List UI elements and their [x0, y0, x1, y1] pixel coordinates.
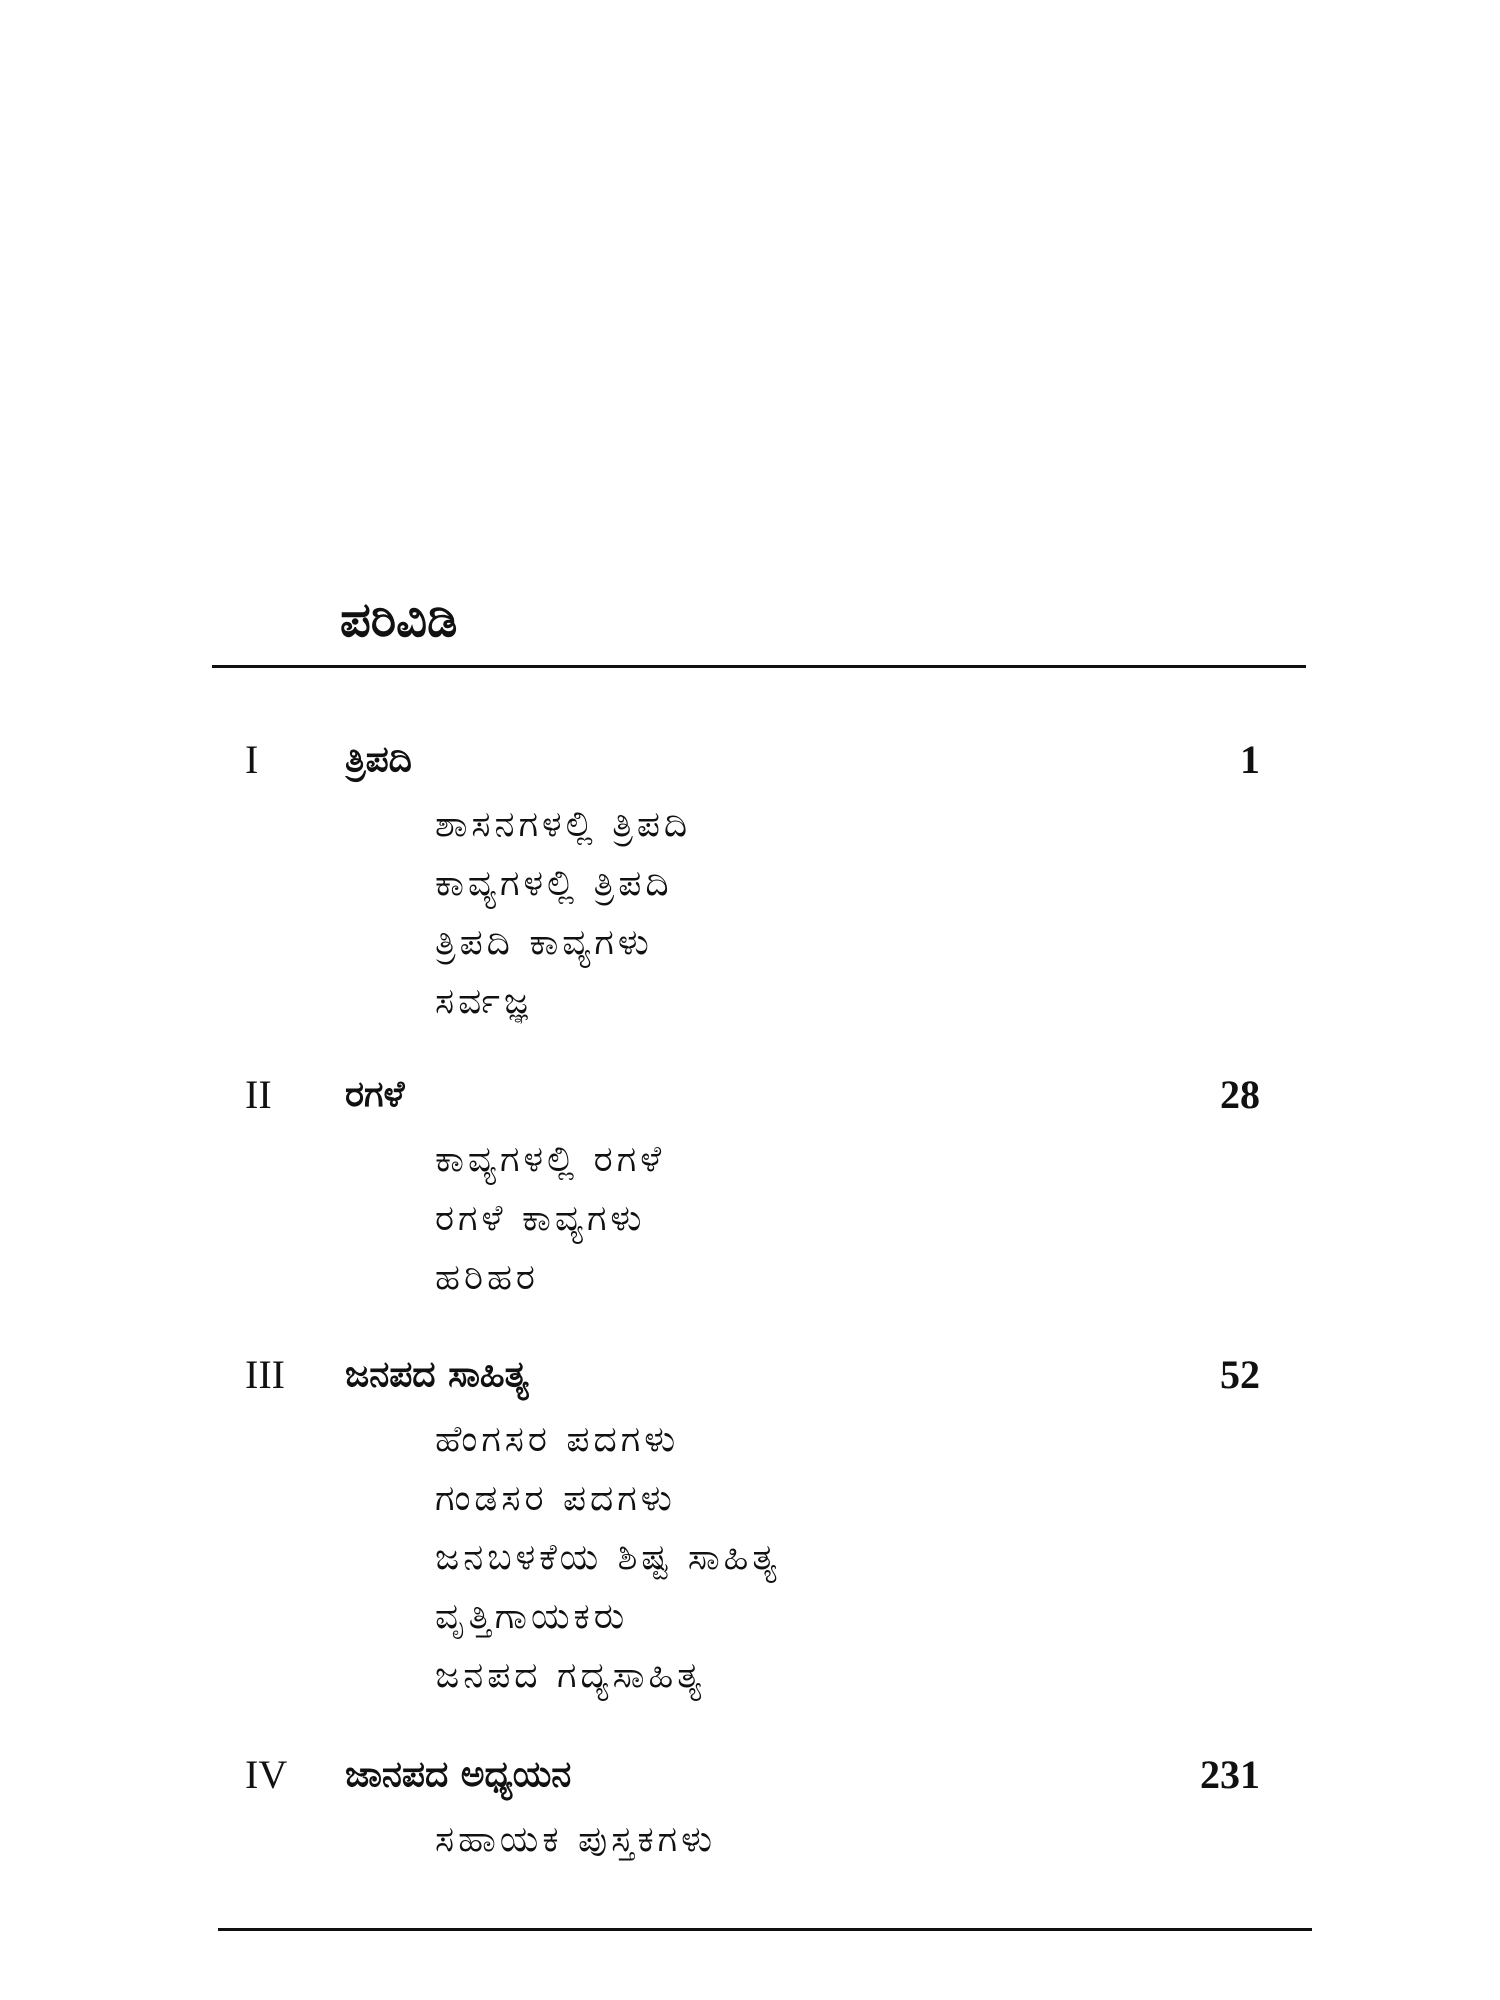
chapter-title: ತ್ರಿಪದಿ — [345, 739, 412, 780]
chapter-numeral: I — [245, 737, 259, 782]
section-list — [0, 795, 1500, 1031]
chapter-numeral: IV — [245, 1752, 288, 1797]
section-list — [0, 1130, 1500, 1307]
chapter-page-number: 231 — [1200, 1752, 1260, 1797]
page-title: ಪರಿವಿಡಿ — [340, 592, 458, 648]
chapter-numeral: III — [245, 1352, 285, 1397]
section-item: ಹೆಂಗಸರ ಪದಗಳು — [435, 1419, 680, 1460]
bottom-rule — [218, 1928, 1312, 1931]
section-list — [0, 1410, 1500, 1705]
chapter-title: ರಗಳೆ — [345, 1074, 405, 1115]
section-item: ಸಹಾಯಕ ಪುಸ್ತಕಗಳು — [435, 1819, 717, 1860]
chapter-1 — [0, 725, 1500, 1031]
section-item: ತ್ರಿಪದಿ ಕಾವ್ಯಗಳು — [435, 922, 653, 963]
chapter-heading — [0, 1340, 1500, 1410]
chapter-title: ಜನಪದ ಸಾಹಿತ್ಯ — [345, 1354, 529, 1395]
section-item: ಜನಪದ ಗದ್ಯಸಾಹಿತ್ಯ — [435, 1655, 706, 1696]
chapter-heading — [0, 725, 1500, 795]
section-item: ಜನಬಳಕೆಯ ಶಿಷ್ಟ ಸಾಹಿತ್ಯ — [435, 1537, 781, 1578]
section-list — [0, 1810, 1500, 1869]
chapter-page-number: 1 — [1240, 737, 1260, 782]
chapter-page-number: 52 — [1220, 1352, 1260, 1397]
section-item: ಹರಿಹರ — [435, 1257, 539, 1298]
chapter-4 — [0, 1740, 1500, 1869]
chapter-2 — [0, 1060, 1500, 1307]
chapter-heading — [0, 1060, 1500, 1130]
section-item: ಶಾಸನಗಳಲ್ಲಿ ತ್ರಿಪದಿ — [435, 804, 692, 845]
section-item: ಕಾವ್ಯಗಳಲ್ಲಿ ರಗಳೆ — [435, 1139, 666, 1180]
chapter-title: ಜಾನಪದ ಅಧ್ಯಯನ — [345, 1754, 572, 1795]
chapter-numeral: II — [245, 1072, 272, 1117]
section-item: ವೃತ್ತಿಗಾಯಕರು — [435, 1596, 629, 1637]
section-item: ಗಂಡಸರ ಪದಗಳು — [435, 1478, 676, 1519]
section-item: ಕಾವ್ಯಗಳಲ್ಲಿ ತ್ರಿಪದಿ — [435, 863, 673, 904]
chapter-page-number: 28 — [1220, 1072, 1260, 1117]
section-item: ಸರ್ವಜ್ಞ — [435, 981, 532, 1022]
section-item: ರಗಳೆ ಕಾವ್ಯಗಳು — [435, 1198, 646, 1239]
chapter-heading — [0, 1740, 1500, 1810]
chapter-3 — [0, 1340, 1500, 1705]
